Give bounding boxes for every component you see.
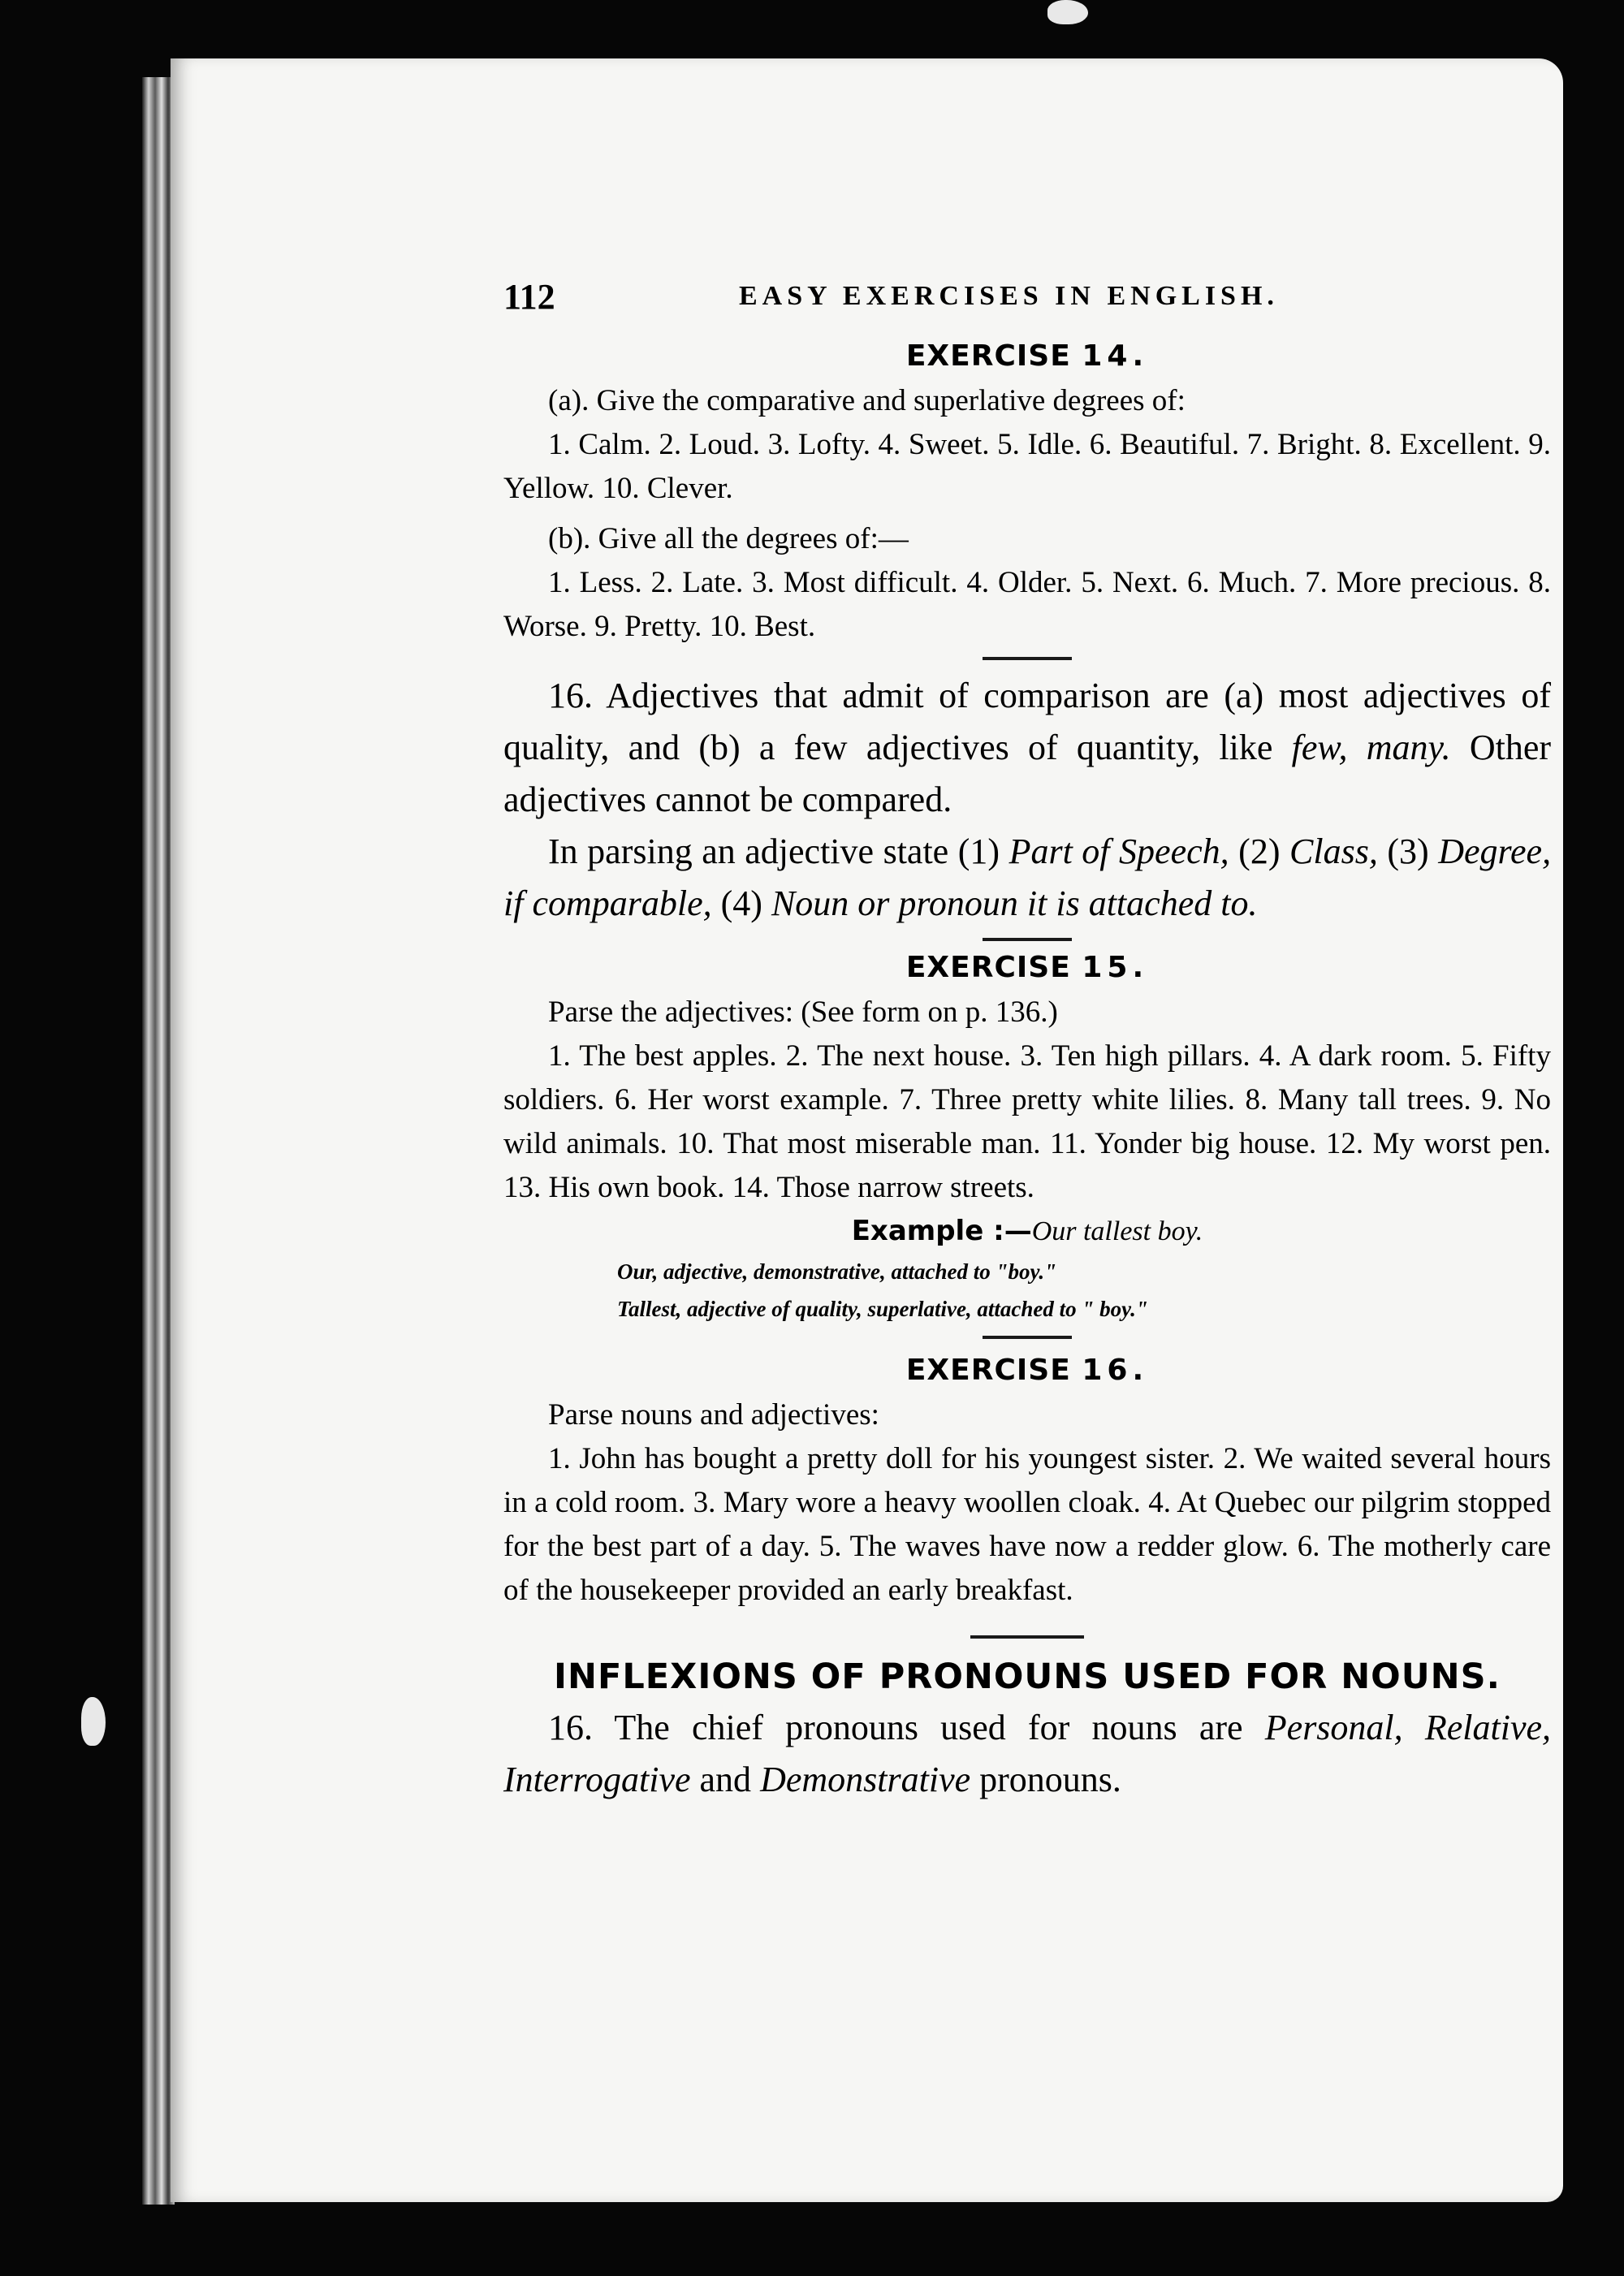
running-header	[503, 276, 1551, 325]
part-label: (a).	[548, 384, 590, 417]
book-page-edges	[142, 77, 175, 2205]
inflexions-text-start: 16. The chief pronouns used for nouns are	[548, 1708, 1243, 1747]
exercise-heading-word: EXERCISE	[905, 339, 1071, 373]
exercise-16-items: 1. John has bought a pretty doll for his youngest sister. 2. We waited several hours in a cold room. 3. Mary wore a heavy woollen cloak. 4. At Quebec our pilgrim stopped for the best part of a day. 5. The waves have now a redder glow. 6. The motherly care of the housekeeper provided an early breakfast.	[503, 1442, 1551, 1607]
section-text-end: Other adjectives cannot be compared.	[503, 728, 1552, 819]
exercise-heading-number: 14.	[1082, 339, 1149, 373]
scan-blemish	[1047, 0, 1088, 24]
divider-rule	[983, 657, 1072, 660]
inflexions-heading: INFLEXIONS OF PRONOUNS USED FOR NOUNS.	[554, 1656, 1501, 1697]
divider-rule	[983, 1336, 1072, 1339]
parsing-item-2: Class,	[1289, 831, 1378, 871]
example-label: Example :—	[851, 1215, 1032, 1247]
running-title: EASY EXERCISES IN ENGLISH.	[739, 281, 1279, 311]
example-phrase: Our tallest boy.	[1031, 1216, 1203, 1246]
exercise-14a-instruction	[503, 379, 1551, 423]
exercise-heading-number: 15.	[1082, 951, 1149, 984]
term-demonstrative: Demonstrative	[760, 1760, 971, 1799]
example-line-1: Our, adjective, demonstrative, attached to "boy."	[617, 1259, 1057, 1284]
exercise-14-heading	[503, 339, 1551, 373]
exercise-14b-items: 1. Less. 2. Late. 3. Most difficult. 4. Older. 5. Next. 6. Much. 7. More precious. 8. Worse. 9. Pretty. 10. Best.	[503, 566, 1551, 643]
parsing-item-1: Part of Speech,	[1009, 831, 1229, 871]
instruction-text: Give all the degrees of:—	[598, 522, 909, 555]
parsing-num-2: (2)	[1238, 831, 1281, 871]
parsing-item-3: Degree, if comparable,	[503, 831, 1552, 923]
scan-blemish	[81, 1697, 106, 1746]
exercise-14b-instruction	[503, 517, 1551, 561]
section-italic-words: few, many.	[1291, 728, 1451, 767]
term-interrogative: Interrogative	[503, 1760, 691, 1799]
parsing-num-3: (3)	[1387, 831, 1429, 871]
parsing-intro: In parsing an adjective state (1)	[548, 831, 1000, 871]
exercise-16-heading	[503, 1354, 1551, 1387]
parsing-instructions	[503, 826, 1551, 930]
inflexions-text-end: pronouns.	[979, 1760, 1121, 1799]
conjunction: and	[699, 1760, 752, 1799]
exercise-14a-items: 1. Calm. 2. Loud. 3. Lofty. 4. Sweet. 5. Idle. 6. Beautiful. 7. Bright. 8. Excellent. 9. Yellow. 10. Clever.	[503, 428, 1551, 505]
exercise-heading-number: 16.	[1082, 1354, 1149, 1387]
divider-rule	[983, 938, 1072, 941]
inflexions-paragraph	[503, 1702, 1551, 1806]
page-number: 112	[503, 277, 555, 317]
divider-rule	[970, 1635, 1084, 1639]
part-label: (b).	[548, 522, 591, 555]
term-relative: Relative,	[1424, 1708, 1552, 1747]
exercise-15-items: 1. The best apples. 2. The next house. 3. Ten high pillars. 4. A dark room. 5. Fifty soldiers. 6. Her worst example. 7. Three pretty white lilies. 8. Many tall trees. 9. No wild animals. 10. That most miserable man. 11. Yonder big house. 12. My worst pen. 13. His own book. 14. Those narrow streets.	[503, 1039, 1551, 1204]
parsing-item-4: Noun or pronoun it is attached to.	[771, 883, 1258, 923]
term-personal: Personal,	[1264, 1708, 1403, 1747]
parsing-num-4: (4)	[720, 883, 762, 923]
instruction-text: Give the comparative and superlative degrees of:	[596, 384, 1186, 417]
exercise-16-instruction: Parse nouns and adjectives:	[548, 1398, 879, 1432]
section-16-adjectives	[503, 670, 1551, 826]
example-line-2: Tallest, adjective of quality, superlative, attached to " boy."	[617, 1297, 1148, 1321]
exercise-15-heading	[503, 951, 1551, 984]
page-content	[503, 276, 1551, 1806]
section-text-start: 16. Adjectives that admit of comparison are (a) most adjectives of quality, and (b) a few adjectives of quantity, like	[503, 676, 1551, 767]
exercise-15-instruction: Parse the adjectives: (See form on p. 136.)	[548, 995, 1058, 1029]
exercise-heading-word: EXERCISE	[905, 1354, 1071, 1387]
exercise-heading-word: EXERCISE	[905, 951, 1071, 984]
example-heading	[503, 1210, 1551, 1253]
